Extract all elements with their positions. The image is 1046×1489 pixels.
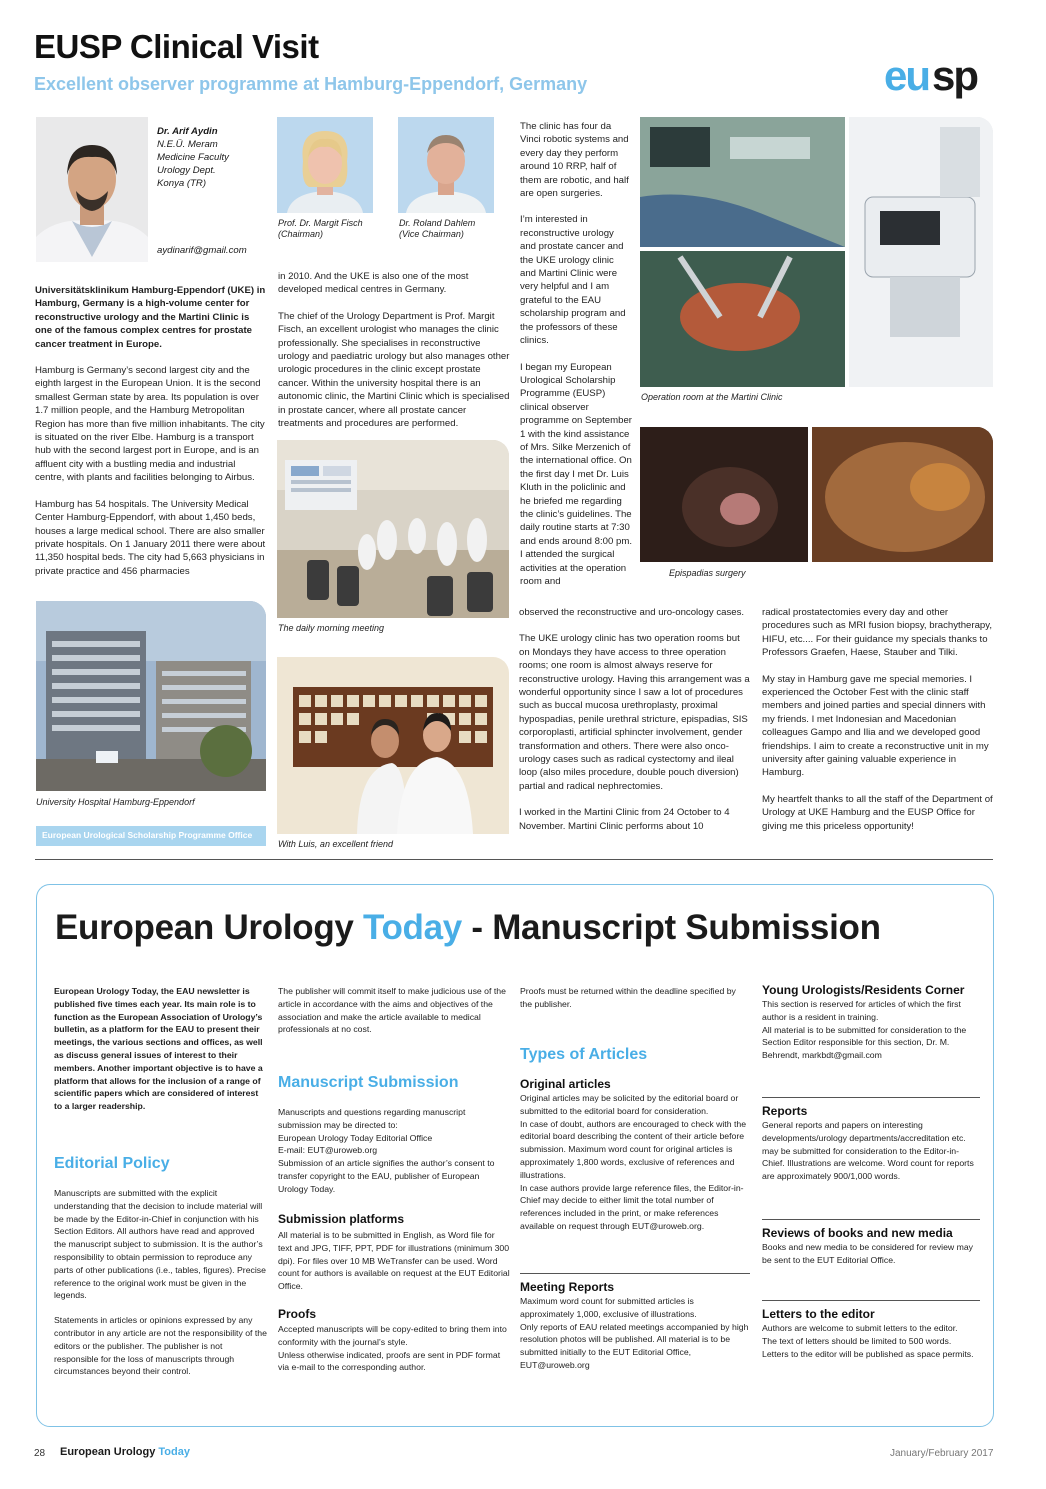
col4-divider-1: [762, 1097, 980, 1098]
original-articles-text: Original articles may be solicited by the editorial board or submitted to the editorial board for consideration. In case of doubt, authors are encouraged to check with the editorial board describing the content of their article before submission. Maximum word count for original articles is approximately 1,800 words, exclusive of references and illustrations. In case authors provide large reference files, the Editor-in-Chief may decide to either limit the total number of references included in the print, or make references available on request through EUT@uroweb.org.: [520, 1093, 747, 1231]
caption-meeting: The daily morning meeting: [278, 623, 385, 633]
article-col-3-bottom: [519, 606, 752, 846]
article-col-4: [762, 606, 994, 846]
submission-platforms-heading: Submission platforms: [278, 1212, 405, 1226]
article-col2-p1: in 2010. And the UKE is also one of the most developed medical centres in Germany.: [278, 271, 469, 296]
caption-fisch: [278, 218, 363, 240]
photo-hospital: [36, 601, 266, 791]
submission-platforms-text: All material is to be submitted in English, as Word file for text and JPG, TIFF, PPT, PDF for illustrations (minimum 300 dpi). For files over 10 MB WeTransfer can be used. Word count for authors is available on request at the EUT Editorial Office.: [278, 1230, 510, 1292]
footer-publication: European Urology Today: [60, 1446, 190, 1458]
caption-epispadias: Epispadias surgery: [669, 568, 746, 578]
young-urologists-heading: Young Urologists/Residents Corner: [762, 983, 965, 997]
office-bar-label: European Urological Scholarship Programme Office: [42, 830, 253, 840]
types-of-articles-heading: Types of Articles: [520, 1046, 648, 1063]
article-col3-p5: The UKE urology clinic has two operation rooms but on Mondays they have access to three operation rooms; one room is almost always reserve for reconstructive urology. Having this arrangement was a wonderful opportunity since I saw a lot of procedures such as buccal mucosa urethroplasty, proximal hypospadias, penile urethral stricture, epispadias, SIS corporoplasti, artificial sphincter involvement, gender transformation and others. There were also onco-urology cases such as radical cystectomy and ileal loop (also miles procedure, double pouch diversion) partial and radical nephrectomies.: [519, 633, 750, 792]
article-col3-p2: I’m interested in reconstructive urology and prostate cancer and the UKE urology clinic and Martini Clinic were very helpful and I am grateful to the EAU scholarship program and the professors of these clinics.: [520, 214, 626, 347]
article-col3-p3: I began my European Urological Scholarship Programme (EUSP) clinical observer programme on September 1 with the kind assistance of Mrs. Silke Merzenich of the international office. On the first day I met Dr. Luis Kluth in the policlinic and he briefed me regarding the clinic’s guidelines. The daily routine starts at 7:30 and ends around 8:00 pm. I attended the surgical activities at the operation room and: [520, 361, 633, 587]
submission-intro: European Urology Today, the EAU newsletter is published five times each year. Its main role is to function as the European Association of Urology’s bulletin, as a platform for the EAU to present their meetings, the various sections and offices, as well as discuss general issues of interest to their members. Another important objective is to have a platform that allows for the inclusion of a range of scientific papers which are considered of interest to a larger readership.: [54, 986, 263, 1112]
article-col3-p1: The clinic has four da Vinci robotic systems and every day they perform around 10 RRP, half of them are robotic, and half are open surgeries.: [520, 121, 629, 200]
letters-text: Authors are welcome to submit letters to the editor. The text of letters should be limited to 500 words. Letters to the editor will be published as space permits.: [762, 1323, 974, 1359]
types-divider: [520, 1273, 750, 1274]
caption-fisch-name: Prof. Dr. Margit Fisch: [278, 218, 363, 228]
author-photo: [36, 117, 148, 262]
reviews-heading: Reviews of books and new media: [762, 1226, 953, 1240]
footer-date: January/February 2017: [890, 1448, 994, 1459]
publisher-text: The publisher will commit itself to make judicious use of the article in accordance with the aims and objectives of the association and make the article available to medical professionals at no cost.: [278, 986, 506, 1035]
caption-operation: Operation room at the Martini Clinic: [641, 392, 783, 402]
page-title: EUSP Clinical Visit: [34, 28, 319, 65]
reviews-text: Books and new media to be considered for review may be sent to the EUT Editorial Office.: [762, 1242, 974, 1265]
photo-margit-fisch: [277, 117, 373, 213]
article-col3-p4: observed the reconstructive and uro-oncology cases.: [519, 607, 745, 618]
article-col1-p3: Hamburg has 54 hospitals. The University Medical Center Hamburg-Eppendorf, with about 1,450 beds, houses a large medical school. There are also smaller private hospitals. On 1 January 2011 there were about 11,350 hospital beds. The city had 5,663 physicians in private practice and 456 pharmacies: [35, 498, 266, 577]
caption-dahlem-name: Dr. Roland Dahlem: [399, 218, 476, 228]
article-intro: Universitätsklinikum Hamburg-Eppendorf (UKE) in Hamburg, Germany is a high-volume center for reconstructive urology and the Martini Clinic is one of the famous complex centres for prostate cancer treatment in Europe.: [35, 285, 266, 350]
photo-epispadias: [640, 427, 993, 562]
caption-hospital: University Hospital Hamburg-Eppendorf: [36, 797, 195, 807]
author-affiliation-1: N.E.Ü. Meram: [157, 139, 218, 150]
article-col-1: [35, 284, 267, 591]
proofs-return-text: Proofs must be returned within the deadline specified by the publisher.: [520, 986, 736, 1009]
office-bar: [36, 826, 266, 846]
article-col4-p1: radical prostatectomies every day and other procedures such as MRI fusion biopsy, brachytherapy, HIFU, etc.... For their guidance my specials thanks to Professors Graefen, Haese, Stauber and Tilki.: [762, 607, 993, 659]
editorial-policy-text: Manuscripts are submitted with the explicit understanding that the decision to include material will be made by the Editor-in-Chief in conjunction with his Section Editors. All authors have read and approved the manuscript subject to submission. It is the author’s responsibility to obtain permission to reproduce any parts of other publications (i.e., tables, figures). Precise reference to the original work must be given in the legends. Statements in articles or opinions expressed by any contributor in any article are not the responsibility of the editors or the publisher. The publisher is not responsible for the loss of manuscripts through circumstances beyond their control.: [54, 1188, 267, 1377]
caption-friend: With Luis, an excellent friend: [278, 839, 393, 849]
col4-divider-3: [762, 1300, 980, 1301]
article-col4-p3: My heartfelt thanks to all the staff of the Department of Urology at UKE Hamburg and the EUSP Office for giving me this priceless opportunity!: [762, 793, 993, 832]
article-col-2: [278, 270, 510, 443]
manuscript-submission-heading: Manuscript Submission: [278, 1074, 459, 1091]
article-col4-p2: My stay in Hamburg gave me special memories. I experienced the October Fest with the clinic staff members and joined parties and special dinners with my friends. I met Indonesian and Macedonian colleagues Gampo and Ilia and we developed good friendships. I aim to create a reconstructive unit in my university after gaining valuable experience in Hamburg.: [762, 673, 989, 779]
proofs-text: Accepted manuscripts will be copy-edited to bring them into conformity with the journal’s style. Unless otherwise indicated, proofs are sent in PDF format via e-mail to the corresponding author.: [278, 1324, 507, 1373]
submission-title: European Urology Today - Manuscript Submission: [55, 908, 881, 947]
page-subtitle: Excellent observer programme at Hamburg-Eppendorf, Germany: [34, 74, 588, 94]
author-email: aydinarif@gmail.com: [157, 245, 247, 256]
section-divider: [35, 859, 993, 860]
manuscript-submission-text: Manuscripts and questions regarding manuscript submission may be directed to: European Urology Today Editorial Office E-mail: EUT@uroweb.org Submission of an article signifies the author’s consent to transfer copyright to the EAU, publisher of European Urology Today.: [278, 1107, 495, 1194]
caption-fisch-role: (Chairman): [278, 229, 324, 239]
letters-heading: Letters to the editor: [762, 1307, 875, 1321]
original-articles-heading: Original articles: [520, 1077, 611, 1091]
author-affiliation-4: Konya (TR): [157, 178, 207, 189]
eusp-logo: eu sp: [884, 52, 978, 99]
page-number: 28: [34, 1448, 46, 1459]
photo-morning-meeting: [277, 440, 509, 618]
photo-with-luis: [277, 657, 509, 834]
author-bio: [157, 125, 257, 190]
article-col1-p2: Hamburg is Germany’s second largest city and the eighth largest in the European Union. It is the second smallest German state by area. Its population is over 1.7 million people, and the Hamburg Metropolitan Region has more than five million inhabitants. The city is situated on the river Elbe. Hamburg is a transport hub with the second largest port in Europe, and is an affluent city with a bustling media and industrial centre, with plants and facilities belonging to Airbus.: [35, 365, 265, 484]
photo-operation-room: [640, 117, 993, 387]
proofs-heading: Proofs: [278, 1307, 317, 1321]
col4-divider-2: [762, 1219, 980, 1220]
meeting-reports-heading: Meeting Reports: [520, 1280, 615, 1294]
caption-dahlem-role: (Vice Chairman): [399, 229, 464, 239]
young-urologists-text: This section is reserved for articles of which the first author is a resident in training. All material is to be submitted for consideration to the Section Editor responsible for this section, Dr. M. Behrendt, markbdt@gmail.com: [762, 999, 967, 1061]
article-col-3-top: [520, 120, 632, 601]
author-affiliation-3: Urology Dept.: [157, 165, 216, 176]
author-name: Dr. Arif Aydin: [157, 126, 218, 137]
photo-roland-dahlem: [398, 117, 494, 213]
reports-text: General reports and papers on interesting developments/urology departments/accreditation etc. may be submitted for consideration to the Editor-in-Chief. Illustrations are welcome. Word count for reports are approximately 900/1,000 words.: [762, 1120, 974, 1182]
editorial-policy-heading: Editorial Policy: [54, 1155, 170, 1172]
article-col3-p6: I worked in the Martini Clinic from 24 October to 4 November. Martini Clinic performs about 10: [519, 807, 730, 832]
article-col2-p2: The chief of the Urology Department is Prof. Margit Fisch, an excellent urologist who manages the clinic professionally. She specialises in reconstructive urology and paediatric urology but also manages other urologic procedures in the clinic except prostate cancer. Within the university hospital there is an autonomic clinic, the Martini Clinic which is specialised in prostate cancer, where all prostate cancer treatments and procedures are performed.: [278, 310, 510, 430]
reports-heading: Reports: [762, 1104, 808, 1118]
author-affiliation-2: Medicine Faculty: [157, 152, 229, 163]
caption-dahlem: [399, 218, 475, 240]
meeting-reports-text: Maximum word count for submitted articles is approximately 1,000, exclusive of illustrations. Only reports of EAU related meetings accompanied by high resolution photos will be published. All material is to be submitted initially to the EUT Editorial Office, EUT@uroweb.org: [520, 1296, 749, 1370]
